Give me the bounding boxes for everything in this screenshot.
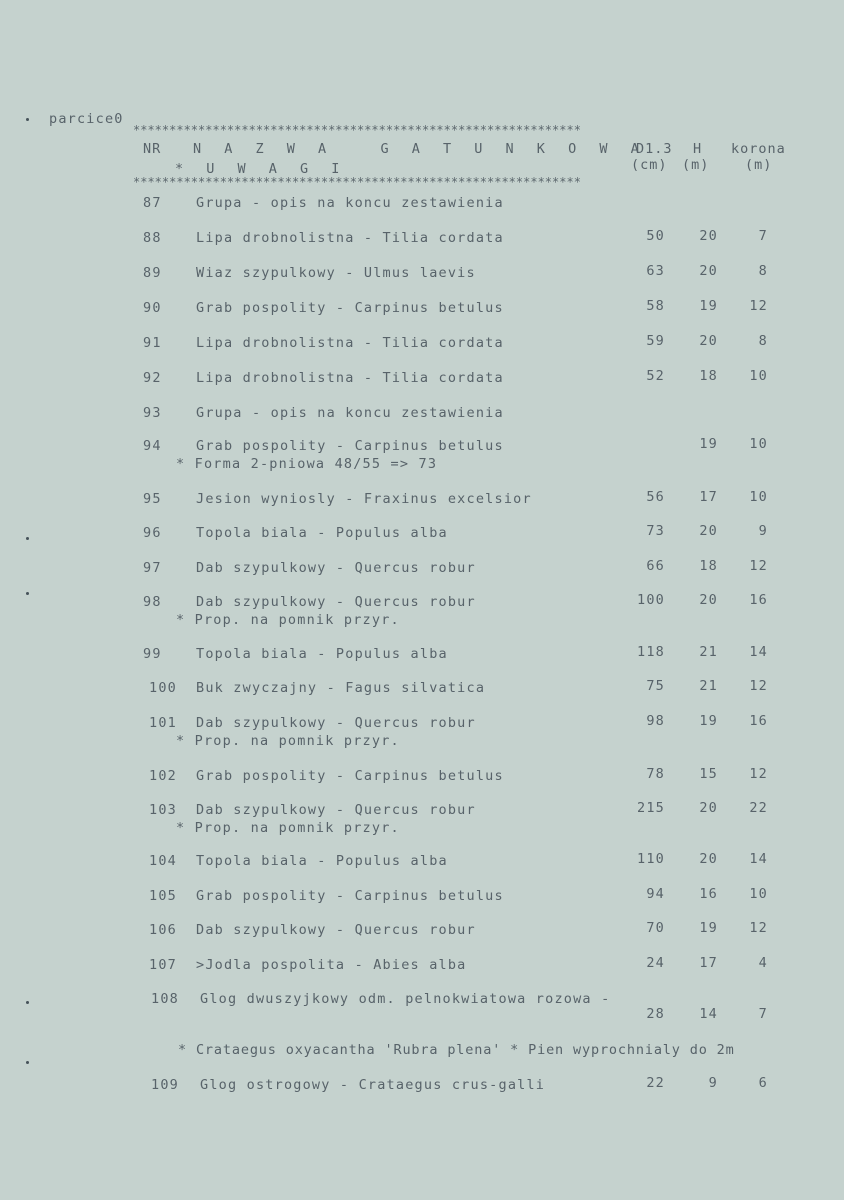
row-note: * Forma 2-pniowa 48/55 => 73 — [176, 456, 438, 472]
crown-value: 8 — [758, 333, 768, 349]
header-name: N A Z W A G A T U N K O W A — [193, 141, 647, 157]
punch-mark — [26, 1061, 29, 1064]
row-number: 91 — [143, 335, 162, 351]
row-number: 103 — [149, 802, 177, 818]
species-name: Grab pospolity - Carpinus betulus — [196, 438, 504, 454]
dbh-value: 63 — [646, 263, 665, 279]
dbh-value: 56 — [646, 489, 665, 505]
species-name: Topola biala - Populus alba — [196, 853, 448, 869]
height-value: 20 — [699, 851, 718, 867]
crown-value: 12 — [749, 678, 768, 694]
height-value: 19 — [699, 436, 718, 452]
species-name: Grupa - opis na koncu zestawienia — [196, 405, 504, 421]
species-name: Dab szypulkowy - Quercus robur — [196, 715, 476, 731]
species-name: Dab szypulkowy - Quercus robur — [196, 560, 476, 576]
dbh-value: 59 — [646, 333, 665, 349]
header-height-unit: (m) — [682, 157, 710, 173]
row-number: 106 — [149, 922, 177, 938]
punch-mark — [26, 1001, 29, 1004]
dbh-value: 58 — [646, 298, 665, 314]
crown-value: 14 — [749, 851, 768, 867]
height-value: 20 — [699, 228, 718, 244]
crown-value: 12 — [749, 558, 768, 574]
species-name: Grab pospolity - Carpinus betulus — [196, 300, 504, 316]
crown-value: 12 — [749, 298, 768, 314]
dbh-value: 94 — [646, 886, 665, 902]
crown-value: 4 — [758, 955, 768, 971]
height-value: 14 — [699, 1006, 718, 1022]
row-number: 96 — [143, 525, 162, 541]
punch-mark — [26, 592, 29, 595]
dbh-value: 22 — [646, 1075, 665, 1091]
height-value: 16 — [699, 886, 718, 902]
species-name: Buk zwyczajny - Fagus silvatica — [196, 680, 486, 696]
crown-value: 16 — [749, 713, 768, 729]
row-number: 89 — [143, 265, 162, 281]
row-note: * Prop. na pomnik przyr. — [176, 820, 400, 836]
header-remarks: * U W A G I — [175, 161, 347, 177]
row-number: 102 — [149, 768, 177, 784]
dbh-value: 78 — [646, 766, 665, 782]
header-crown-unit: (m) — [745, 157, 773, 173]
row-number: 88 — [143, 230, 162, 246]
row-number: 92 — [143, 370, 162, 386]
crown-value: 10 — [749, 886, 768, 902]
dbh-value: 110 — [637, 851, 665, 867]
row-number: 98 — [143, 594, 162, 610]
header-dbh-label: D1.3 — [636, 141, 673, 157]
species-name: Wiaz szypulkowy - Ulmus laevis — [196, 265, 476, 281]
crown-value: 8 — [758, 263, 768, 279]
crown-value: 7 — [758, 228, 768, 244]
crown-value: 7 — [758, 1006, 768, 1022]
row-number: 105 — [149, 888, 177, 904]
crown-value: 9 — [758, 523, 768, 539]
species-name: Glog ostrogowy - Crataegus crus-galli — [200, 1077, 546, 1093]
row-number: 108 — [151, 991, 179, 1007]
crown-value: 12 — [749, 766, 768, 782]
crown-value: 14 — [749, 644, 768, 660]
species-name: Dab szypulkowy - Quercus robur — [196, 922, 476, 938]
height-value: 17 — [699, 955, 718, 971]
dbh-value: 70 — [646, 920, 665, 936]
height-value: 18 — [699, 558, 718, 574]
species-name: >Jodla pospolita - Abies alba — [196, 957, 467, 973]
dbh-value: 24 — [646, 955, 665, 971]
header-rule-top: ************************************************************** — [133, 123, 581, 137]
dbh-value: 66 — [646, 558, 665, 574]
height-value: 18 — [699, 368, 718, 384]
dbh-value: 73 — [646, 523, 665, 539]
crown-value: 10 — [749, 368, 768, 384]
punch-mark — [26, 537, 29, 540]
height-value: 20 — [699, 592, 718, 608]
row-number: 107 — [149, 957, 177, 973]
row-number: 109 — [151, 1077, 179, 1093]
height-value: 19 — [699, 298, 718, 314]
height-value: 20 — [699, 800, 718, 816]
crown-value: 12 — [749, 920, 768, 936]
row-number: 97 — [143, 560, 162, 576]
row-number: 101 — [149, 715, 177, 731]
punch-mark — [26, 118, 29, 121]
species-name: Lipa drobnolistna - Tilia cordata — [196, 230, 504, 246]
header-height-label: H — [693, 141, 703, 157]
height-value: 21 — [699, 644, 718, 660]
species-name: Grab pospolity - Carpinus betulus — [196, 888, 504, 904]
species-name: Lipa drobnolistna - Tilia cordata — [196, 335, 504, 351]
dbh-value: 75 — [646, 678, 665, 694]
row-note: * Prop. na pomnik przyr. — [176, 612, 400, 628]
row-note: * Crataegus oxyacantha 'Rubra plena' * Pien wyprochnialy do 2m — [178, 1042, 735, 1058]
crown-value: 22 — [749, 800, 768, 816]
height-value: 21 — [699, 678, 718, 694]
row-note: * Prop. na pomnik przyr. — [176, 733, 400, 749]
header-crown-label: korona — [731, 141, 786, 157]
species-name: Jesion wyniosly - Fraxinus excelsior — [196, 491, 532, 507]
height-value: 9 — [708, 1075, 718, 1091]
height-value: 20 — [699, 523, 718, 539]
species-name: Grab pospolity - Carpinus betulus — [196, 768, 504, 784]
row-number: 95 — [143, 491, 162, 507]
height-value: 20 — [699, 263, 718, 279]
species-name: Glog dwuszyjkowy odm. pelnokwiatowa rozowa - — [200, 991, 611, 1007]
row-number: 104 — [149, 853, 177, 869]
height-value: 17 — [699, 489, 718, 505]
row-number: 93 — [143, 405, 162, 421]
dbh-value: 215 — [637, 800, 665, 816]
species-name: Lipa drobnolistna - Tilia cordata — [196, 370, 504, 386]
header-nr: NR — [143, 141, 162, 157]
crown-value: 10 — [749, 436, 768, 452]
row-number: 87 — [143, 195, 162, 211]
row-number: 90 — [143, 300, 162, 316]
height-value: 19 — [699, 713, 718, 729]
height-value: 19 — [699, 920, 718, 936]
crown-value: 6 — [758, 1075, 768, 1091]
species-name: Dab szypulkowy - Quercus robur — [196, 594, 476, 610]
row-number: 99 — [143, 646, 162, 662]
height-value: 15 — [699, 766, 718, 782]
header-rule-bottom: ************************************************************** — [133, 175, 581, 189]
dbh-value: 100 — [637, 592, 665, 608]
dbh-value: 118 — [637, 644, 665, 660]
dbh-value: 98 — [646, 713, 665, 729]
crown-value: 16 — [749, 592, 768, 608]
row-number: 94 — [143, 438, 162, 454]
dbh-value: 52 — [646, 368, 665, 384]
height-value: 20 — [699, 333, 718, 349]
species-name: Topola biala - Populus alba — [196, 646, 448, 662]
dbh-value: 50 — [646, 228, 665, 244]
species-name: Dab szypulkowy - Quercus robur — [196, 802, 476, 818]
species-name: Topola biala - Populus alba — [196, 525, 448, 541]
header-dbh-unit: (cm) — [631, 157, 668, 173]
row-number: 100 — [149, 680, 177, 696]
dbh-value: 28 — [646, 1006, 665, 1022]
species-name: Grupa - opis na koncu zestawienia — [196, 195, 504, 211]
file-label: parcice0 — [49, 111, 124, 127]
crown-value: 10 — [749, 489, 768, 505]
